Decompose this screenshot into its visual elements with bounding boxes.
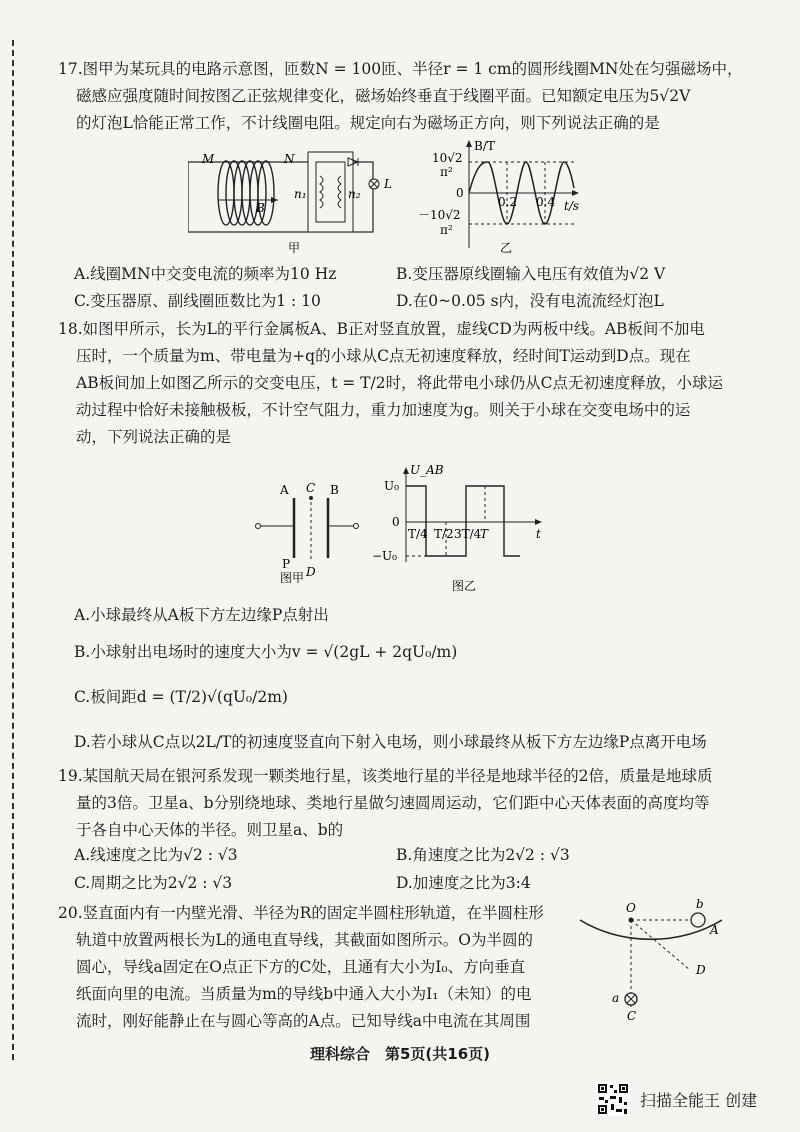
option-b: B.角速度之比为2√2 : √3 — [396, 846, 570, 864]
ut-graph-yi — [370, 462, 550, 597]
svg-text:甲: 甲 — [288, 241, 301, 255]
svg-text:图乙: 图乙 — [452, 579, 477, 593]
question-text: 竖直面内有一内壁光滑、半径为R的固定半圆柱形轨道，在半圆柱形 — [82, 904, 544, 922]
svg-text:M: M — [202, 152, 215, 166]
svg-text:C: C — [627, 1009, 637, 1023]
question-17 — [58, 56, 778, 137]
scanner-watermark — [596, 1082, 757, 1116]
binding-cut-line — [12, 40, 14, 1060]
svg-text:U_AB: U_AB — [410, 463, 444, 477]
option-a: A.线速度之比为√2 : √3 — [74, 846, 238, 864]
question-text: 图甲为某玩具的电路示意图，匝数N = 100匝、半径r = 1 cm的圆形线圈MN处在匀强磁场中， — [82, 60, 743, 78]
circuit-diagram-jia — [188, 148, 403, 258]
question-number: 20. — [58, 904, 83, 922]
question-text: 流时，刚好能静止在与圆心等高的A点。已知导线a中电流在其周围 — [76, 1012, 531, 1030]
svg-text:B/T: B/T — [474, 139, 495, 153]
question-18 — [58, 316, 778, 451]
svg-text:b: b — [696, 897, 704, 911]
svg-text:B: B — [330, 483, 339, 497]
svg-text:π²: π² — [440, 165, 453, 179]
semicircle-track-diagram — [560, 896, 750, 1026]
question-text: 如图甲所示，长为L的平行金属板A、B正对竖直放置，虚线CD为两板中线。AB板间不加电 — [82, 320, 705, 338]
option-d: D.若小球从C点以2L/T的初速度竖直向下射入电场，则小球最终从板下方左边缘P点离开电场 — [74, 733, 707, 751]
option-c: C.周期之比为2√2 : √3 — [74, 874, 233, 892]
question-text: 某国航天局在银河系发现一颗类地行星，该类地行星的半径是地球半径的2倍，质量是地球质 — [82, 767, 713, 785]
svg-text:乙: 乙 — [500, 241, 513, 255]
svg-text:N: N — [284, 152, 295, 166]
plates-diagram-jia — [250, 478, 370, 583]
svg-text:10√2: 10√2 — [432, 151, 463, 165]
svg-text:0: 0 — [456, 186, 464, 200]
svg-text:0.2: 0.2 — [498, 195, 518, 209]
option-a: A.线圈MN中交变电流的频率为10 Hz — [74, 265, 337, 283]
svg-text:a: a — [612, 991, 620, 1005]
question-text: 于各自中心天体的半径。则卫星a、b的 — [76, 821, 344, 839]
svg-text:π²: π² — [440, 223, 453, 237]
svg-text:A: A — [280, 483, 289, 497]
svg-text:图甲: 图甲 — [280, 571, 305, 583]
svg-text:T/4: T/4 — [408, 527, 428, 541]
question-number: 18. — [58, 320, 83, 338]
question-text: 圆心，导线a固定在O点正下方的C处，且通有大小为I₀、方向垂直 — [76, 958, 526, 976]
svg-text:C: C — [306, 481, 316, 495]
question-text: 压时，一个质量为m、带电量为+q的小球从C点无初速度释放，经时间T运动到D点。现在 — [76, 347, 691, 365]
question-19 — [58, 763, 778, 844]
option-a: A.小球最终从A板下方左边缘P点射出 — [74, 606, 329, 624]
question-number: 17. — [58, 60, 83, 78]
svg-text:T/2: T/2 — [434, 527, 454, 541]
svg-text:3T/4: 3T/4 — [454, 527, 482, 541]
question-text: 纸面向里的电流。当质量为m的导线b中通入大小为I₁（未知）的电 — [76, 985, 532, 1003]
option-d: D.在0~0.05 s内，没有电流流经灯泡L — [396, 292, 664, 310]
svg-text:n₁: n₁ — [294, 187, 307, 201]
option-c: C.板间距d = (T/2)√(qU₀/2m) — [74, 688, 288, 706]
option-c: C.变压器原、副线圈匝数比为1 : 10 — [74, 292, 321, 310]
svg-text:−U₀: −U₀ — [372, 549, 397, 563]
question-text: 轨道中放置两根长为L的通电直导线，其截面如图所示。O为半圆的 — [76, 931, 534, 949]
svg-text:T: T — [480, 527, 489, 541]
svg-text:－10√2: －10√2 — [418, 208, 461, 222]
option-d: D.加速度之比为3:4 — [396, 874, 531, 892]
question-text: 磁感应强度随时间按图乙正弦规律变化，磁场始终垂直于线圈平面。已知额定电压为5√2V — [76, 87, 691, 105]
svg-text:n₂: n₂ — [348, 187, 361, 201]
scanner-label: 扫描全能王 创建 — [640, 1090, 758, 1110]
svg-text:t: t — [536, 527, 541, 541]
option-b: B.小球射出电场时的速度大小为v = √(2gL + 2qU₀/m) — [74, 643, 458, 661]
svg-text:L: L — [384, 177, 392, 191]
svg-text:0.4: 0.4 — [536, 195, 556, 209]
option-b: B.变压器原线圈输入电压有效值为√2 V — [396, 265, 666, 283]
question-text: 量的3倍。卫星a、b分别绕地球、类地行星做匀速圆周运动，它们距中心天体表面的高度均等 — [76, 794, 710, 812]
svg-text:B: B — [256, 201, 265, 215]
svg-text:O: O — [626, 901, 636, 915]
question-text: 的灯泡L恰能正常工作，不计线圈电阻。规定向右为磁场正方向，则下列说法正确的是 — [76, 114, 660, 132]
svg-text:P: P — [282, 557, 291, 571]
question-20 — [58, 900, 578, 1035]
bt-graph-yi — [414, 138, 589, 258]
question-text: 动，下列说法正确的是 — [76, 428, 232, 446]
svg-text:D: D — [696, 963, 706, 977]
svg-text:U₀: U₀ — [384, 479, 399, 493]
svg-text:D: D — [306, 565, 316, 579]
qr-code-icon — [596, 1082, 630, 1116]
question-number: 19. — [58, 767, 83, 785]
page-footer: 理科综合 第5页(共16页) — [309, 1045, 491, 1063]
svg-text:0: 0 — [392, 515, 400, 529]
svg-text:t/s: t/s — [564, 199, 580, 213]
question-text: 动过程中恰好未接触极板，不计空气阻力，重力加速度为g。则关于小球在交变电场中的运 — [76, 401, 691, 419]
question-text: AB板间加上如图乙所示的交变电压，t = T/2时，将此带电小球仍从C点无初速度释放，小球运 — [76, 374, 723, 392]
svg-text:A: A — [710, 923, 719, 937]
